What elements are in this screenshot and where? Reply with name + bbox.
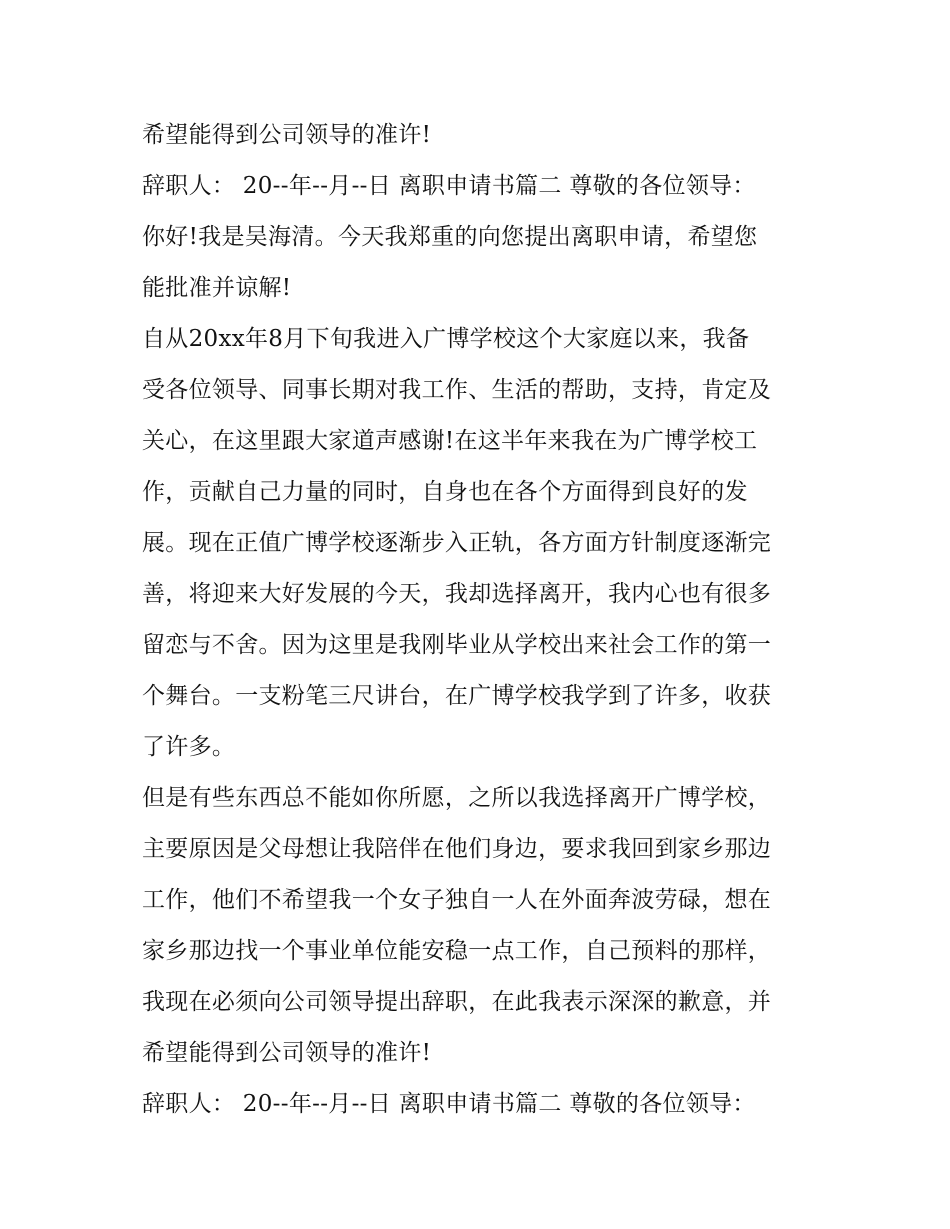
text-line: 工作，他们不希望我一个女子独自一人在外面奔波劳碌，想在 bbox=[142, 887, 772, 913]
text-line: 了许多。 bbox=[142, 734, 236, 760]
text-line: 我现在必须向公司领导提出辞职，在此我表示深深的歉意，并 bbox=[142, 989, 772, 1015]
text-line: 主要原因是父母想让我陪伴在他们身边，要求我回到家乡那边 bbox=[142, 836, 772, 862]
text-line: 但是有些东西总不能如你所愿，之所以我选择离开广博学校， bbox=[142, 785, 772, 811]
text-line: 善，将迎来大好发展的今天，我却选择离开，我内心也有很多 bbox=[142, 581, 772, 607]
text-line: 希望能得到公司领导的准许! bbox=[142, 1040, 432, 1066]
text-line: 个舞台。一支粉笔三尺讲台，在广博学校我学到了许多，收获 bbox=[142, 683, 772, 709]
text-line: 展。现在正值广博学校逐渐步入正轨，各方面方针制度逐渐完 bbox=[142, 530, 772, 556]
text-line: 关心，在这里跟大家道声感谢!在这半年来我在为广博学校工 bbox=[142, 428, 758, 454]
text-line: 作，贡献自己力量的同时，自身也在各个方面得到良好的发 bbox=[142, 479, 748, 505]
text-line: 能批准并谅解! bbox=[142, 275, 292, 301]
text-line: 希望能得到公司领导的准许! bbox=[142, 122, 432, 148]
document-body bbox=[142, 110, 822, 1130]
text-line: 留恋与不舍。因为这里是我刚毕业从学校出来社会工作的第一 bbox=[142, 632, 772, 658]
text-line: 你好!我是吴海清。今天我郑重的向您提出离职申请，希望您 bbox=[142, 224, 758, 250]
text-line: 受各位领导、同事长期对我工作、生活的帮助，支持，肯定及 bbox=[142, 377, 772, 403]
text-line: 辞职人： 20--年--月--日 离职申请书篇二 尊敬的各位领导： bbox=[142, 1091, 756, 1117]
text-line: 家乡那边找一个事业单位能安稳一点工作，自己预料的那样， bbox=[142, 938, 772, 964]
text-line: 自从20xx年8月下旬我进入广博学校这个大家庭以来，我备 bbox=[142, 326, 750, 352]
text-line: 辞职人： 20--年--月--日 离职申请书篇二 尊敬的各位领导： bbox=[142, 173, 756, 199]
